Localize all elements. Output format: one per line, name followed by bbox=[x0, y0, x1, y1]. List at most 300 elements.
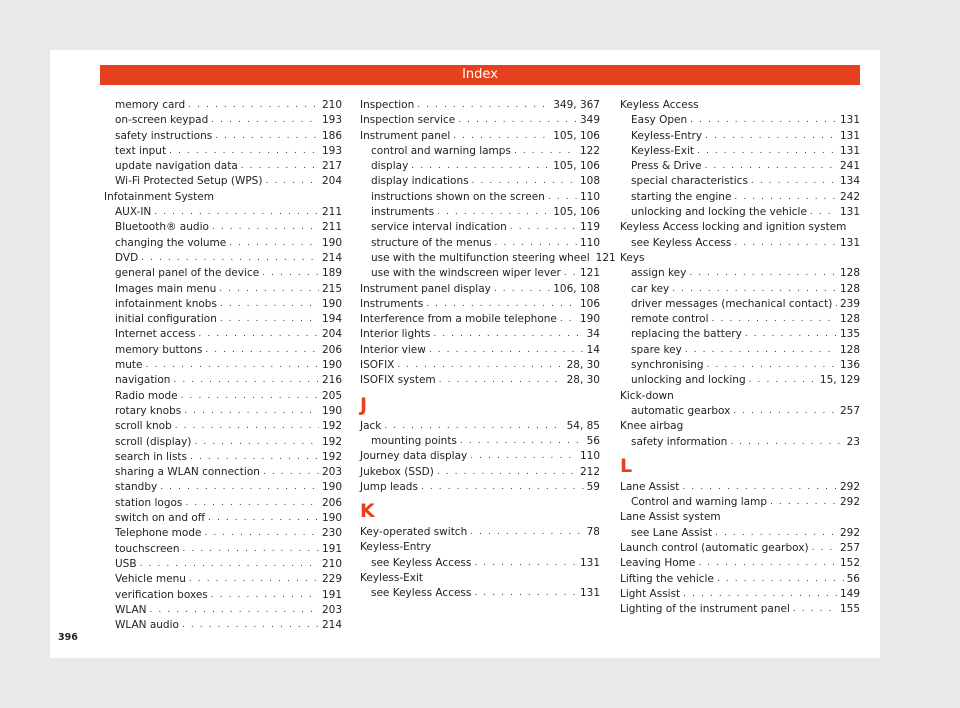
entry-term: Journey data display bbox=[360, 450, 468, 463]
entry-term: scroll knob bbox=[115, 420, 172, 433]
dot-leader bbox=[229, 236, 319, 251]
index-entry bbox=[620, 556, 860, 571]
index-entry bbox=[104, 113, 342, 128]
index-entry bbox=[104, 98, 342, 113]
dot-leader bbox=[712, 312, 837, 327]
dot-leader bbox=[421, 480, 584, 495]
entry-term: automatic gearbox bbox=[631, 404, 731, 417]
index-entry bbox=[104, 236, 342, 251]
index-entry bbox=[620, 297, 860, 312]
entry-term: Vehicle menu bbox=[115, 573, 186, 586]
entry-page-ref: 131 bbox=[839, 144, 860, 157]
entry-page-ref: 190 bbox=[321, 404, 342, 417]
dot-leader bbox=[812, 541, 837, 556]
entry-page-ref: 190 bbox=[321, 297, 342, 310]
entry-term: Images main menu bbox=[115, 282, 217, 295]
entry-page-ref: 59 bbox=[586, 480, 600, 493]
entry-term: Key-operated switch bbox=[360, 526, 468, 539]
entry-page-ref: 205 bbox=[321, 389, 342, 402]
entry-term: Leaving Home bbox=[620, 557, 696, 570]
entry-page-ref: 210 bbox=[321, 99, 342, 111]
section-letter: K bbox=[360, 500, 375, 523]
dot-leader bbox=[751, 174, 837, 189]
index-entry bbox=[620, 602, 860, 617]
index-heading: Keyless Access bbox=[620, 99, 699, 111]
entry-term: Wi-Fi Protected Setup (WPS) bbox=[115, 175, 263, 188]
dot-leader bbox=[219, 282, 319, 297]
dot-leader bbox=[173, 373, 319, 388]
index-entry bbox=[360, 419, 600, 434]
dot-leader bbox=[145, 358, 318, 373]
index-entry bbox=[360, 159, 600, 174]
index-entry bbox=[104, 450, 342, 465]
entry-term: display indications bbox=[371, 175, 469, 188]
dot-leader bbox=[672, 282, 837, 297]
index-entry bbox=[360, 297, 600, 312]
entry-page-ref: 217 bbox=[321, 160, 342, 173]
entry-term: mute bbox=[115, 359, 143, 372]
entry-page-ref: 155 bbox=[839, 603, 860, 616]
entry-term: Lifting the vehicle bbox=[620, 572, 714, 585]
dot-leader bbox=[263, 465, 319, 480]
dot-leader bbox=[184, 404, 319, 419]
entry-term: spare key bbox=[631, 343, 682, 356]
entry-term: DVD bbox=[115, 251, 139, 264]
entry-page-ref: 131 bbox=[579, 587, 600, 600]
dot-leader bbox=[262, 266, 319, 281]
dot-leader bbox=[183, 542, 319, 557]
entry-page-ref: 349 bbox=[579, 114, 600, 127]
index-heading: Knee airbag bbox=[620, 420, 684, 433]
entry-term: instructions shown on the screen bbox=[371, 190, 545, 203]
entry-page-ref: 131 bbox=[839, 114, 860, 127]
dot-leader bbox=[698, 556, 837, 571]
dot-leader bbox=[690, 113, 837, 128]
entry-term: replacing the battery bbox=[631, 328, 742, 341]
entry-page-ref: 257 bbox=[839, 542, 860, 555]
dot-leader bbox=[730, 435, 843, 450]
dot-leader bbox=[411, 159, 550, 174]
entry-page-ref: 242 bbox=[839, 190, 860, 203]
entry-page-ref: 230 bbox=[321, 527, 342, 540]
entry-term: rotary knobs bbox=[115, 404, 182, 417]
entry-page-ref: 193 bbox=[321, 144, 342, 157]
index-column-1 bbox=[104, 98, 342, 633]
dot-leader bbox=[682, 480, 837, 495]
index-heading: Keyless-Entry bbox=[360, 541, 432, 554]
entry-page-ref: 192 bbox=[321, 420, 342, 433]
entry-term: WLAN bbox=[115, 603, 147, 616]
entry-page-ref: 190 bbox=[321, 236, 342, 249]
entry-page-ref: 110 bbox=[579, 236, 600, 249]
index-entry bbox=[360, 266, 600, 281]
index-entry bbox=[360, 327, 600, 342]
dot-leader bbox=[705, 129, 837, 144]
dot-leader bbox=[189, 572, 319, 587]
entry-page-ref: 128 bbox=[839, 313, 860, 326]
dot-leader bbox=[211, 588, 319, 603]
dot-leader bbox=[705, 159, 837, 174]
entry-page-ref: 131 bbox=[839, 129, 860, 142]
dot-leader bbox=[460, 434, 584, 449]
entry-term: scroll (display) bbox=[115, 435, 192, 448]
index-entry bbox=[620, 312, 860, 327]
dot-leader bbox=[474, 556, 577, 571]
dot-leader bbox=[548, 190, 577, 205]
index-entry bbox=[620, 404, 860, 419]
index-entry bbox=[620, 480, 860, 495]
entry-term: safety instructions bbox=[115, 129, 213, 142]
entry-term: display bbox=[371, 160, 409, 173]
index-entry bbox=[104, 282, 342, 297]
entry-page-ref: 191 bbox=[321, 542, 342, 555]
dot-leader bbox=[514, 144, 577, 159]
entry-term: Inspection bbox=[360, 99, 415, 111]
index-entry bbox=[104, 588, 342, 603]
dot-leader bbox=[439, 373, 564, 388]
dot-leader bbox=[770, 495, 837, 510]
entry-page-ref: 349, 367 bbox=[553, 99, 600, 111]
index-heading: Keyless Access locking and ignition system bbox=[620, 221, 847, 234]
index-header: Index bbox=[100, 65, 860, 85]
index-entry bbox=[104, 618, 342, 633]
index-entry bbox=[620, 205, 860, 220]
dot-leader bbox=[185, 496, 319, 511]
entry-term: USB bbox=[115, 557, 137, 570]
dot-leader bbox=[188, 98, 319, 113]
dot-leader bbox=[154, 205, 319, 220]
entry-page-ref: 216 bbox=[321, 374, 342, 387]
entry-term: initial configuration bbox=[115, 313, 217, 326]
entry-term: remote control bbox=[631, 313, 709, 326]
dot-leader bbox=[733, 404, 837, 419]
dot-leader bbox=[472, 174, 577, 189]
index-entry bbox=[620, 159, 860, 174]
index-entry bbox=[104, 526, 342, 541]
dot-leader bbox=[141, 251, 319, 266]
dot-leader bbox=[429, 343, 584, 358]
entry-page-ref: 204 bbox=[321, 175, 342, 188]
dot-leader bbox=[437, 205, 550, 220]
entry-term: control and warning lamps bbox=[371, 144, 511, 157]
entry-term: mounting points bbox=[371, 434, 457, 447]
index-entry bbox=[620, 144, 860, 159]
index-entry bbox=[620, 587, 860, 602]
entry-page-ref: 136 bbox=[839, 359, 860, 372]
entry-term: car key bbox=[631, 282, 670, 295]
index-entry bbox=[620, 190, 860, 205]
entry-term: ISOFIX system bbox=[360, 374, 436, 387]
entry-term: memory card bbox=[115, 99, 186, 111]
dot-leader bbox=[175, 419, 319, 434]
dot-leader bbox=[140, 557, 319, 572]
entry-term: touchscreen bbox=[115, 542, 180, 555]
entry-term: Light Assist bbox=[620, 587, 681, 600]
entry-page-ref: 131 bbox=[839, 206, 860, 219]
index-entry bbox=[620, 282, 860, 297]
entry-page-ref: 56 bbox=[846, 572, 860, 585]
entry-term: Interference from a mobile telephone bbox=[360, 313, 557, 326]
entry-term: instruments bbox=[371, 206, 435, 219]
entry-term: Interior view bbox=[360, 343, 426, 356]
index-entry bbox=[360, 556, 600, 571]
index-entry bbox=[620, 327, 860, 342]
entry-term: station logos bbox=[115, 496, 183, 509]
entry-page-ref: 190 bbox=[321, 512, 342, 525]
entry-page-ref: 23 bbox=[846, 435, 860, 448]
entry-page-ref: 28, 30 bbox=[566, 359, 600, 372]
entry-term: see Keyless Access bbox=[631, 236, 732, 249]
index-entry bbox=[104, 557, 342, 572]
entry-page-ref: 128 bbox=[839, 282, 860, 295]
index-entry bbox=[360, 586, 600, 601]
index-entry bbox=[104, 511, 342, 526]
index-entry bbox=[360, 113, 600, 128]
entry-page-ref: 194 bbox=[321, 313, 342, 326]
index-entry bbox=[360, 98, 600, 113]
entry-page-ref: 206 bbox=[321, 343, 342, 356]
entry-term: update navigation data bbox=[115, 160, 238, 173]
dot-leader bbox=[426, 297, 577, 312]
entry-page-ref: 204 bbox=[321, 328, 342, 341]
entry-term: search in lists bbox=[115, 450, 188, 463]
dot-leader bbox=[470, 525, 583, 540]
index-entry bbox=[104, 297, 342, 312]
index-entry bbox=[104, 205, 342, 220]
entry-term: see Lane Assist bbox=[631, 526, 713, 539]
entry-term: sharing a WLAN connection bbox=[115, 466, 260, 479]
entry-page-ref: 28, 30 bbox=[566, 374, 600, 387]
dot-leader bbox=[198, 327, 319, 342]
dot-leader bbox=[453, 129, 550, 144]
dot-leader bbox=[560, 312, 577, 327]
entry-term: unlocking and locking the vehicle bbox=[631, 206, 807, 219]
index-entry bbox=[620, 541, 860, 556]
dot-leader bbox=[208, 511, 319, 526]
dot-leader bbox=[220, 297, 319, 312]
entry-term: Inspection service bbox=[360, 114, 456, 127]
entry-page-ref: 119 bbox=[579, 221, 600, 234]
index-entry bbox=[360, 343, 600, 358]
index-entry bbox=[104, 603, 342, 618]
entry-page-ref: 211 bbox=[321, 206, 342, 219]
index-entry bbox=[360, 525, 600, 540]
entry-page-ref: 121 bbox=[579, 267, 600, 280]
dot-leader bbox=[734, 236, 837, 251]
entry-term: driver messages (mechanical contact) bbox=[631, 297, 833, 310]
index-heading: Infotainment System bbox=[104, 190, 214, 203]
entry-page-ref: 229 bbox=[321, 573, 342, 586]
index-entry bbox=[104, 480, 342, 495]
dot-leader bbox=[810, 205, 837, 220]
entry-page-ref: 110 bbox=[579, 190, 600, 203]
entry-page-ref: 203 bbox=[321, 603, 342, 616]
index-entry bbox=[104, 373, 342, 388]
dot-leader bbox=[683, 587, 837, 602]
entry-term: Instrument panel bbox=[360, 129, 451, 142]
index-entry bbox=[360, 144, 600, 159]
entry-term: Bluetooth® audio bbox=[115, 221, 209, 234]
dot-leader bbox=[697, 144, 837, 159]
index-entry bbox=[360, 174, 600, 189]
entry-page-ref: 134 bbox=[839, 175, 860, 188]
entry-page-ref: 190 bbox=[321, 359, 342, 372]
index-entry bbox=[360, 220, 600, 235]
entry-page-ref: 292 bbox=[839, 496, 860, 509]
index-column-2 bbox=[360, 98, 616, 602]
dot-leader bbox=[417, 98, 550, 113]
entry-page-ref: 105, 106 bbox=[553, 206, 600, 219]
entry-page-ref: 206 bbox=[321, 496, 342, 509]
index-entry bbox=[360, 449, 600, 464]
entry-page-ref: 128 bbox=[839, 343, 860, 356]
dot-leader bbox=[204, 526, 319, 541]
dot-leader bbox=[835, 297, 837, 312]
dot-leader bbox=[397, 358, 563, 373]
entry-page-ref: 54, 85 bbox=[566, 419, 600, 432]
entry-term: AUX-IN bbox=[115, 206, 152, 219]
dot-leader bbox=[182, 618, 319, 633]
dot-leader bbox=[734, 190, 837, 205]
entry-page-ref: 122 bbox=[579, 144, 600, 157]
dot-leader bbox=[494, 282, 550, 297]
entry-term: use with the multifunction steering wheel bbox=[371, 251, 590, 264]
index-entry bbox=[620, 495, 860, 510]
entry-page-ref: 78 bbox=[586, 526, 600, 539]
dot-leader bbox=[160, 480, 319, 495]
index-entry bbox=[360, 373, 600, 388]
index-entry bbox=[104, 358, 342, 373]
entry-term: Launch control (automatic gearbox) bbox=[620, 542, 809, 555]
index-entry bbox=[104, 251, 342, 266]
index-entry bbox=[620, 373, 860, 388]
entry-page-ref: 189 bbox=[321, 267, 342, 280]
dot-leader bbox=[384, 419, 563, 434]
entry-term: special characteristics bbox=[631, 175, 748, 188]
section-letter: L bbox=[620, 454, 633, 477]
entry-term: synchronising bbox=[631, 359, 704, 372]
index-entry bbox=[620, 526, 860, 541]
entry-term: Instruments bbox=[360, 297, 424, 310]
index-heading: Lane Assist system bbox=[620, 511, 721, 524]
entry-term: Radio mode bbox=[115, 389, 178, 402]
entry-term: safety information bbox=[631, 435, 728, 448]
entry-page-ref: 191 bbox=[321, 588, 342, 601]
entry-page-ref: 190 bbox=[321, 481, 342, 494]
entry-term: verification boxes bbox=[115, 588, 208, 601]
entry-page-ref: 14 bbox=[586, 343, 600, 356]
dot-leader bbox=[685, 343, 837, 358]
dot-leader bbox=[190, 450, 319, 465]
entry-page-ref: 192 bbox=[321, 450, 342, 463]
dot-leader bbox=[433, 327, 583, 342]
entry-page-ref: 241 bbox=[839, 160, 860, 173]
dot-leader bbox=[470, 449, 577, 464]
dot-leader bbox=[715, 526, 837, 541]
index-entry bbox=[360, 251, 616, 266]
dot-leader bbox=[494, 236, 576, 251]
index-entry bbox=[360, 205, 600, 220]
dot-leader bbox=[265, 174, 319, 189]
index-entry bbox=[620, 113, 860, 128]
index-entry bbox=[360, 480, 600, 495]
entry-page-ref: 203 bbox=[321, 466, 342, 479]
index-entry bbox=[620, 358, 860, 373]
index-entry bbox=[104, 435, 342, 450]
entry-term: Instrument panel display bbox=[360, 282, 491, 295]
dot-leader bbox=[745, 327, 837, 342]
entry-page-ref: 106 bbox=[579, 297, 600, 310]
entry-page-ref: 131 bbox=[839, 236, 860, 249]
index-entry bbox=[360, 434, 600, 449]
entry-term: general panel of the device bbox=[115, 267, 260, 280]
dot-leader bbox=[211, 113, 319, 128]
entry-page-ref: 34 bbox=[586, 328, 600, 341]
entry-term: service interval indication bbox=[371, 221, 507, 234]
index-entry bbox=[104, 343, 342, 358]
dot-leader bbox=[474, 586, 577, 601]
dot-leader bbox=[205, 343, 319, 358]
entry-page-ref: 292 bbox=[839, 526, 860, 539]
page-number: 396 bbox=[58, 632, 78, 643]
index-entry bbox=[104, 220, 342, 235]
index-entry bbox=[104, 572, 342, 587]
entry-page-ref: 214 bbox=[321, 619, 342, 632]
entry-page-ref: 190 bbox=[579, 313, 600, 326]
entry-term: text input bbox=[115, 144, 167, 157]
entry-term: Jump leads bbox=[360, 480, 418, 493]
index-entry bbox=[104, 266, 342, 281]
index-entry bbox=[620, 236, 860, 251]
entry-term: see Keyless Access bbox=[371, 587, 472, 600]
entry-page-ref: 128 bbox=[839, 267, 860, 280]
dot-leader bbox=[215, 129, 319, 144]
index-entry bbox=[360, 282, 600, 297]
entry-page-ref: 215 bbox=[321, 282, 342, 295]
index-entry bbox=[360, 312, 600, 327]
entry-page-ref: 106, 108 bbox=[553, 282, 600, 295]
entry-term: memory buttons bbox=[115, 343, 203, 356]
entry-page-ref: 110 bbox=[579, 450, 600, 463]
entry-page-ref: 193 bbox=[321, 114, 342, 127]
index-column-3 bbox=[620, 98, 860, 618]
entry-term: ISOFIX bbox=[360, 359, 395, 372]
dot-leader bbox=[169, 144, 319, 159]
index-entry bbox=[360, 236, 600, 251]
index-entry bbox=[104, 144, 342, 159]
entry-page-ref: 257 bbox=[839, 404, 860, 417]
entry-term: infotainment knobs bbox=[115, 297, 217, 310]
index-heading: Keyless-Exit bbox=[360, 572, 424, 585]
entry-page-ref: 56 bbox=[586, 434, 600, 447]
index-entry bbox=[104, 327, 342, 342]
entry-term: switch on and off bbox=[115, 512, 206, 525]
entry-term: on-screen keypad bbox=[115, 114, 209, 127]
index-entry bbox=[620, 343, 860, 358]
entry-term: structure of the menus bbox=[371, 236, 492, 249]
index-entry bbox=[360, 358, 600, 373]
index-entry bbox=[104, 419, 342, 434]
entry-term: Telephone mode bbox=[115, 527, 202, 540]
entry-term: Lighting of the instrument panel bbox=[620, 603, 790, 616]
entry-term: Control and warning lamp bbox=[631, 496, 768, 509]
index-entry bbox=[104, 404, 342, 419]
entry-term: unlocking and locking bbox=[631, 374, 746, 387]
index-entry bbox=[620, 572, 860, 587]
dot-leader bbox=[564, 266, 577, 281]
entry-term: Jack bbox=[360, 419, 382, 432]
dot-leader bbox=[241, 159, 319, 174]
